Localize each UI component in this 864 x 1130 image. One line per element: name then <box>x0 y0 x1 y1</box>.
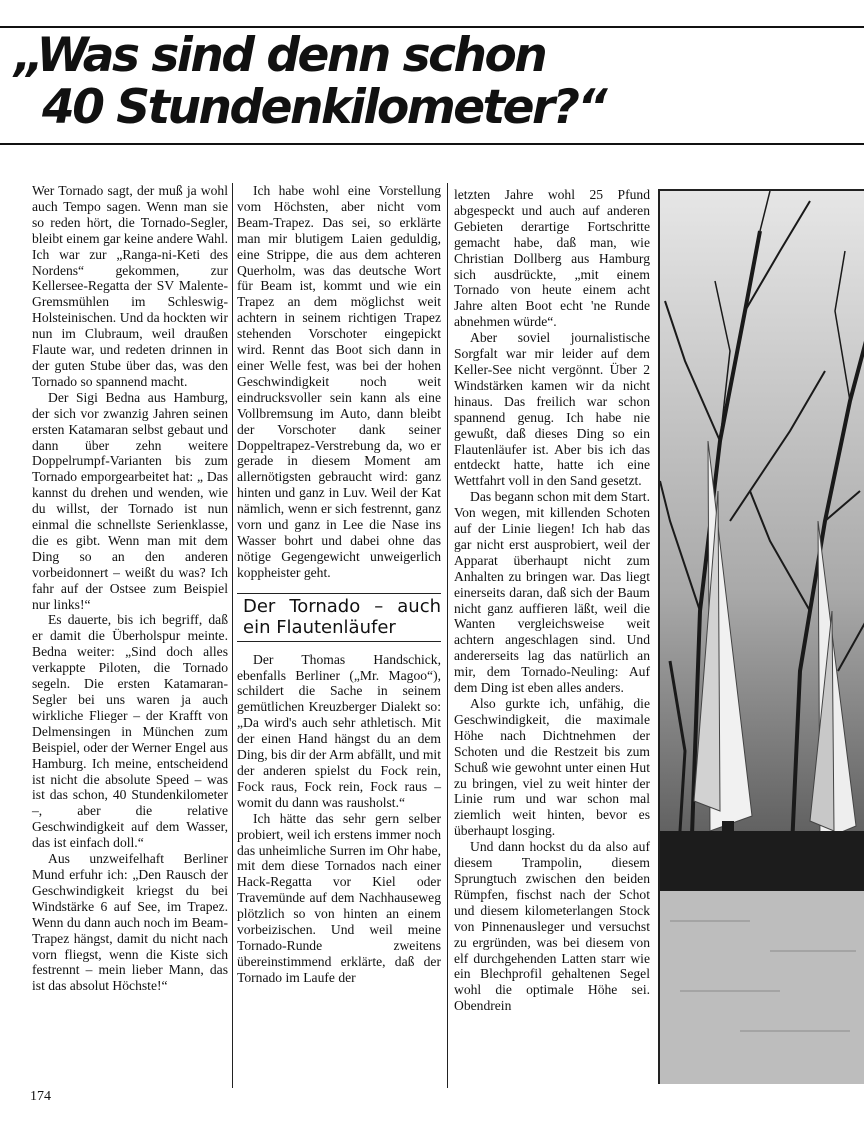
column-divider <box>232 183 233 1088</box>
column-divider <box>447 183 448 1088</box>
paragraph: Ich habe wohl eine Vorstellung vom Höchsten, aber nicht vom Beam-Trapez. Das sei, so erklärte man mir blutigem Laien geduldig, eine Strippe, die aus dem achteren Querholm, was das deutsche Wort für Beam ist, kommt und wie ein Trapez an dem möglichst weit achtern in seinem richtigen Trapez stehenden Vorschoter eingepickt wird. Rennt das Boot sich dann in einer Welle fest, was bei der hohen Geschwindigkeit noch weit eindrucksvoller sein kann als eine Vollbremsung im Auto, dann bleibt der Vorschoter dank seiner Doppeltrapez-Verstrebung da, wo er gerade in diesem Moment am allernötigsten gebraucht wird: ganz hinten und ganz in Luv. Weil der Kat nämlich, wenn er sich festrennt, ganz vorn und ganz in Lee die Nase ins Wasser bohrt und dabei ohne das nötige Gegengewicht unweigerlich koppheister geht. <box>237 183 441 580</box>
shoreline <box>660 821 864 891</box>
paragraph: Also gurkte ich, unfähig, die Geschwindigkeit, die maximale Höhe nach Dichtnehmen der Schoten und die Restzeit bis zum Schuß wie gewohnt unter einen Hut zu bringen, viel zu weit hinter der Linie rum und war schon mal ziemlich weit hinten, bevor es überhaupt losging. <box>454 696 650 839</box>
tornado-photo <box>658 189 864 1084</box>
paragraph: letzten Jahre wohl 25 Pfund abgespeckt und auch auf anderen Gebieten derartige Fortschritte gemacht habe, daß man, wie Christian Dollberg aus Hamburg sich ausdrückte, „mit einem Tornado von heute einem acht Jahre alten Boot echt 'ne Runde abnehmen würde“. <box>454 187 650 330</box>
article-column-2 <box>237 183 441 986</box>
subhead-box <box>237 593 441 642</box>
headline <box>14 30 860 134</box>
photo-illustration <box>660 191 864 1084</box>
paragraph: Das begann schon mit dem Start. Von wegen, mit killenden Schoten auf der Linie liegen! Ich hab das gar nicht erst ausprobiert, weil der Apparat überhaupt nicht zum Anhalten zu bringen war. Das liegt einerseits daran, daß sich der Baum nicht ganz auffieren läßt, weil die Wanten vergleichsweise weit achtern angeschlagen sind. Und andererseits lag das natürlich an mir, dem Tornado-Neuling: Auf dem Ding ist eben alles anders. <box>454 489 650 696</box>
paragraph: Aber soviel journalistische Sorgfalt war mir leider auf dem Keller-See nicht vergönnt. Über 2 Windstärken kamen wir da nicht hinaus. Das freilich war schon spannend genug. Ich habe nie gewußt, daß dieses Ding so ein Flautenläufer ist. Aber bis ich das entdeckt hatte, hatte ich eine Wettfahrt voll in den Sand gesetzt. <box>454 330 650 489</box>
headline-line-1: „Was sind denn schon <box>14 28 546 83</box>
subhead: Der Tornado – auch ein Flautenläufer <box>243 595 441 638</box>
water <box>660 891 864 1084</box>
paragraph: Wer Tornado sagt, der muß ja wohl auch Tempo sagen. Wenn man sie so reden hört, die Tornado-Segler, bleibt einem gar keine andere Wahl. Ich war zur „Ranga-ni-Keti des Nordens“ gekommen, zur Kellersee-Regatta der SV Malente-Gremsmühlen im Schleswig-Holsteinischen. Und da hockten wir nun im Clubraum, weil draußen Flaute war, und redeten drinnen in der guten Stube über das, was den Tornado so spannend macht. <box>32 183 228 389</box>
paragraph: Es dauerte, bis ich begriff, daß er damit die Überholspur meinte. Bedna weiter: „Sind doch alles verkappte Piloten, die Tornado segeln. Die ersten Katamaran-Segler bei uns waren ja auch wirkliche Flieger – der Krafft von Delmensingen in München zum Beispiel, oder der Werner Engel aus Hamburg. Ich meine, entscheidend ist nicht die absolute Speed – was ist das schon, 40 Stundenkilometer –, aber die relative Geschwindigkeit auf dem Wasser, das ist einfach doll.“ <box>32 612 228 851</box>
paragraph: Der Sigi Bedna aus Hamburg, der sich vor zwanzig Jahren seinen ersten Katamaran selbst gebaut und dann über zehn weitere Doppelrumpf-Varianten bis zum Tornado emporgearbeitet hat: „ Das kannst du drehen und wenden, wie du willst, der Tornado ist nun einmal die schnellste Serienklasse, die es gibt. Wenn man mit dem Ding so an den anderen vorbeidonnert – weißt du was? Ich fahr auf der Ostsee zum Beispiel nur links!“ <box>32 389 228 612</box>
paragraph: Ich hätte das sehr gern selber probiert, weil ich erstens immer noch das unheimliche Surren im Ohr habe, mit dem diese Tornados nach einer Hack-Regatta vor Kiel oder Travemünde auf dem Nachhauseweg plötzlich so von hinten an einem vorbeizischen. Und weil meine Tornado-Runde zweitens übereinstimmend erklärte, daß der Tornado im Laufe der <box>237 810 441 985</box>
article-column-3 <box>454 187 650 1014</box>
headline-bottom-rule <box>0 143 864 145</box>
headline-line-2: 40 Stundenkilometer?“ <box>42 80 606 135</box>
paragraph: Und dann hockst du da also auf diesem Trampolin, diesem Sprungtuch zwischen den beiden Rümpfen, fischst nach der Schot und diesem kilometerlangen Stock von Pinnenausleger und versuchst zu ergründen, was bei diesem von elf durchgehenden Latten starr wie ein Blechprofil gehaltenen Segel wohl die optimale Höhe sei. Obendrein <box>454 839 650 1014</box>
page-number: 174 <box>30 1089 51 1104</box>
article-column-1 <box>32 183 228 994</box>
paragraph: Der Thomas Handschick, ebenfalls Berliner („Mr. Magoo“), schildert die Sache in seinem gemütlichen Kreuzberger Dialekt so: „Da wird's auch sehr athletisch. Mit der einen Hand hängst du an dem Ding, bis dir der Arm abfällt, und mit der anderen spielst du Fock rein, Fock raus, Fock rein, Fock raus – womit du dann was rausholst.“ <box>237 651 441 810</box>
paragraph: Aus unzweifelhaft Berliner Mund erfuhr ich: „Den Rausch der Geschwindigkeit kriegst du bei Windstärke 6 auf See, im Trapez. Wenn du dann auch noch im Beam-Trapez hängst, damit du nicht nach vorn fliegst, wenn die Kiste sich festrennt – mein lieber Mann, das ist das absolut Höchste!“ <box>32 851 228 994</box>
